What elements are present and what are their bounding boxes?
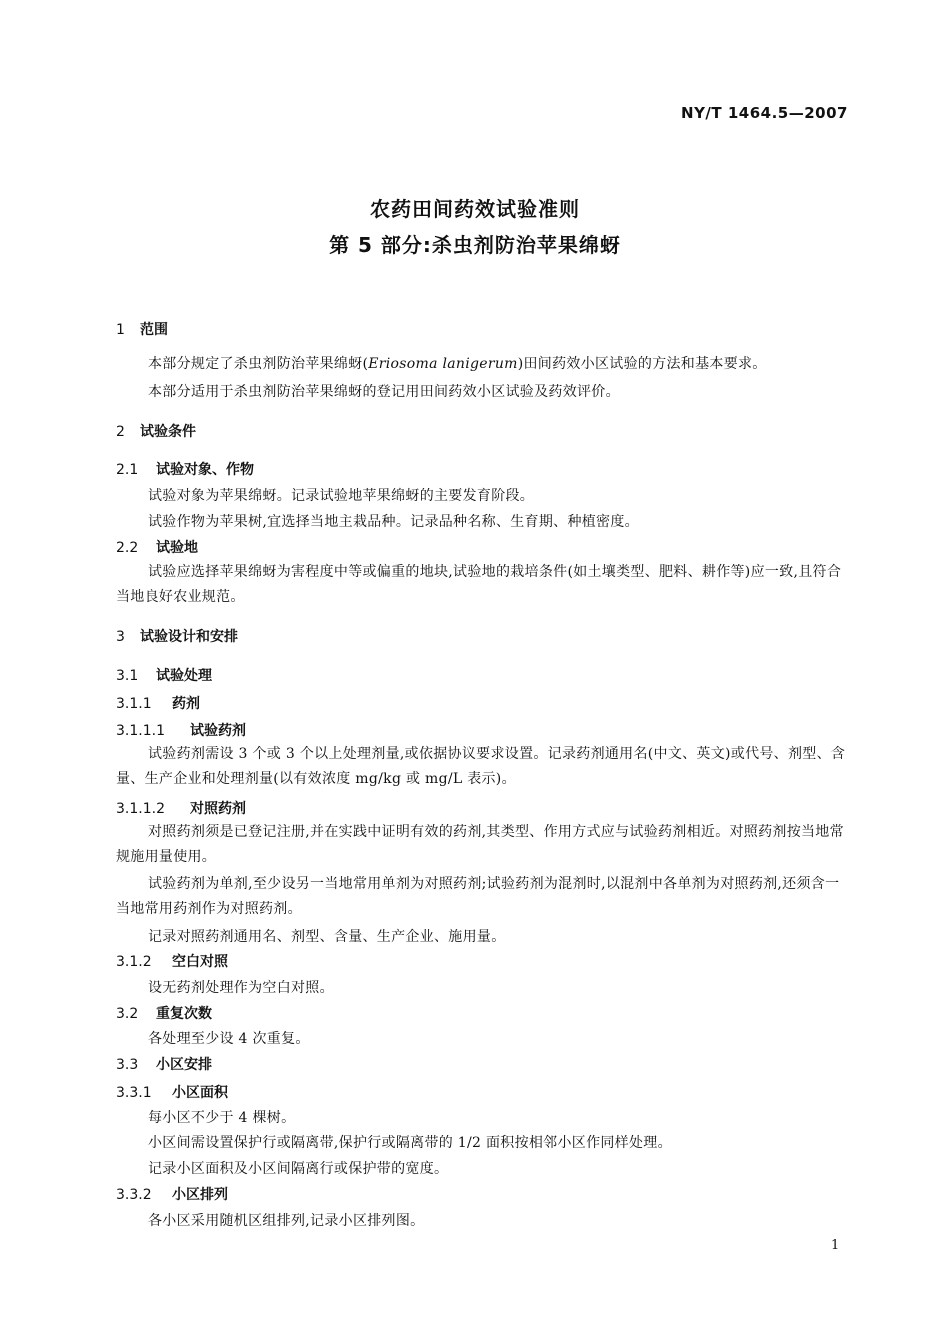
section-3-heading: 3 试验设计和安排	[116, 629, 238, 645]
section-3-1-1-heading: 3.1.1 药剂	[116, 696, 200, 712]
section-2-2-para-1: 试验应选择苹果绵蚜为害程度中等或偏重的地块,试验地的栽培条件(如土壤类型、肥料、耕作等)应一致,且符合当地良好农业规范。	[116, 564, 842, 605]
section-3-3-1-para-1: 每小区不少于 4 棵树。	[148, 1110, 296, 1126]
latin-name: Eriosoma lanigerum	[368, 356, 518, 372]
section-2-heading: 2 试验条件	[116, 424, 196, 440]
doc-title: 农药田间药效试验准则	[370, 197, 580, 221]
section-3-3-1-heading: 3.3.1 小区面积	[116, 1085, 228, 1101]
section-3-2-heading: 3.2 重复次数	[116, 1006, 212, 1022]
section-3-1-1-2-para-3: 记录对照药剂通用名、剂型、含量、生产企业、施用量。	[148, 929, 506, 945]
section-3-3-2-heading: 3.3.2 小区排列	[116, 1187, 228, 1203]
section-3-3-1-para-3: 记录小区面积及小区间隔离行或保护带的宽度。	[148, 1161, 449, 1177]
section-1-heading: 1 范围	[116, 322, 168, 338]
section-2-1-para-1: 试验对象为苹果绵蚜。记录试验地苹果绵蚜的主要发育阶段。	[148, 488, 535, 504]
section-3-1-1-1-heading: 3.1.1.1 试验药剂	[116, 723, 246, 739]
section-3-1-2-heading: 3.1.2 空白对照	[116, 954, 228, 970]
page-number: 1	[831, 1238, 840, 1253]
section-2-2-heading: 2.2 试验地	[116, 540, 198, 556]
section-3-1-1-1-para-1: 试验药剂需设 3 个或 3 个以上处理剂量,或依据协议要求设置。记录药剂通用名(中文、英文)或代号、剂型、含量、生产企业和处理剂量(以有效浓度 mg/kg 或 mg/L 表示)。	[116, 746, 846, 787]
section-3-1-1-2-para-1: 对照药剂须是已登记注册,并在实践中证明有效的药剂,其类型、作用方式应与试验药剂相近。对照药剂按当地常规施用量使用。	[116, 824, 844, 865]
section-3-2-para-1: 各处理至少设 4 次重复。	[148, 1031, 310, 1047]
section-1-para-2: 本部分适用于杀虫剂防治苹果绵蚜的登记用田间药效小区试验及药效评价。	[148, 384, 620, 400]
doc-subtitle: 第 5 部分:杀虫剂防治苹果绵蚜	[329, 233, 621, 257]
section-3-1-2-para-1: 设无药剂处理作为空白对照。	[148, 980, 334, 996]
section-3-1-1-2-para-2: 试验药剂为单剂,至少设另一当地常用单剂为对照药剂;试验药剂为混剂时,以混剂中各单剂为对照药剂,还须含一当地常用药剂作为对照药剂。	[116, 876, 840, 917]
section-2-1-para-2: 试验作物为苹果树,宜选择当地主栽品种。记录品种名称、生育期、种植密度。	[148, 514, 639, 530]
section-1-para-1: 本部分规定了杀虫剂防治苹果绵蚜(Eriosoma lanigerum)田间药效小区试验的方法和基本要求。	[148, 356, 767, 372]
standard-code: NY/T 1464.5—2007	[681, 104, 848, 122]
section-3-3-1-para-2: 小区间需设置保护行或隔离带,保护行或隔离带的 1/2 面积按相邻小区作同样处理。	[148, 1135, 672, 1151]
section-3-1-heading: 3.1 试验处理	[116, 668, 212, 684]
section-3-3-heading: 3.3 小区安排	[116, 1057, 212, 1073]
section-3-1-1-2-heading: 3.1.1.2 对照药剂	[116, 801, 246, 817]
section-3-3-2-para-1: 各小区采用随机区组排列,记录小区排列图。	[148, 1213, 425, 1229]
section-2-1-heading: 2.1 试验对象、作物	[116, 462, 254, 478]
